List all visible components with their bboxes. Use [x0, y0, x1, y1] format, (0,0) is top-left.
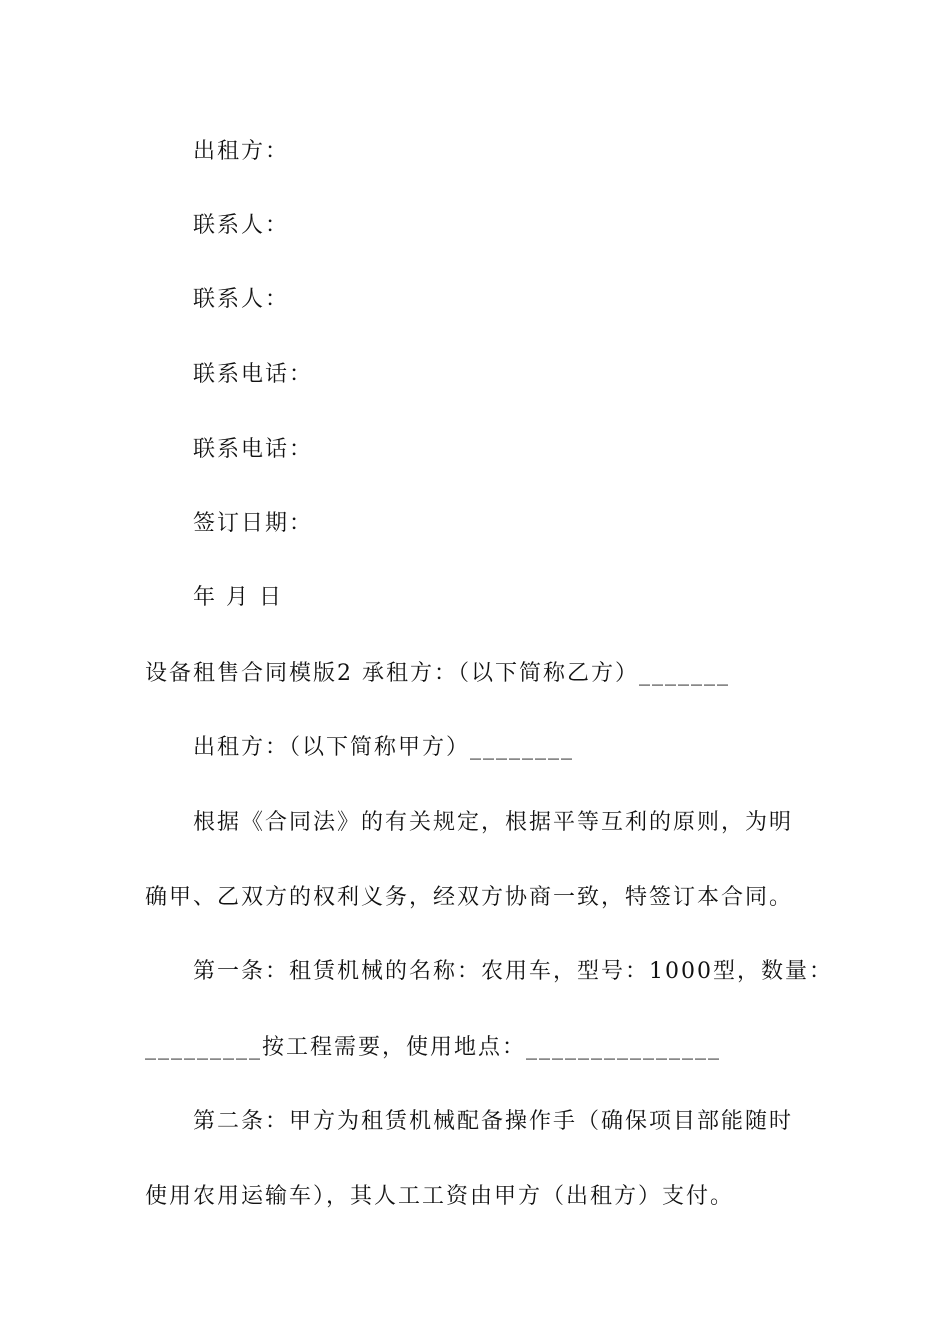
intro-paragraph-line-1: 根据《合同法》的有关规定，根据平等互利的原则，为明: [193, 810, 794, 835]
contract-title-and-lessee: 设备租售合同模版2 承租方：（以下简称乙方）_______: [145, 661, 730, 686]
lessor-label: 出租方：: [193, 139, 290, 164]
signing-date-label: 签订日期：: [193, 511, 314, 536]
article-two-line-2: 使用农用运输车），其人工工资由甲方（出租方）支付。: [145, 1184, 735, 1209]
intro-paragraph-line-2: 确甲、乙双方的权利义务，经双方协商一致，特签订本合同。: [145, 885, 794, 910]
article-two-line-1: 第二条：甲方为租赁机械配备操作手（确保项目部能随时: [193, 1109, 794, 1134]
contact-phone-label-2: 联系电话：: [193, 437, 314, 462]
date-fields: 年 月 日: [193, 585, 283, 610]
contact-person-label-2: 联系人：: [193, 287, 290, 312]
contact-person-label-1: 联系人：: [193, 213, 290, 238]
article-one-line-2: _________按工程需要，使用地点：_______________: [145, 1035, 722, 1060]
contact-phone-label-1: 联系电话：: [193, 362, 314, 387]
lessor-field: 出租方：（以下简称甲方）________: [193, 735, 575, 760]
article-one-line-1: 第一条：租赁机械的名称：农用车，型号：1000型，数量：: [193, 959, 833, 984]
